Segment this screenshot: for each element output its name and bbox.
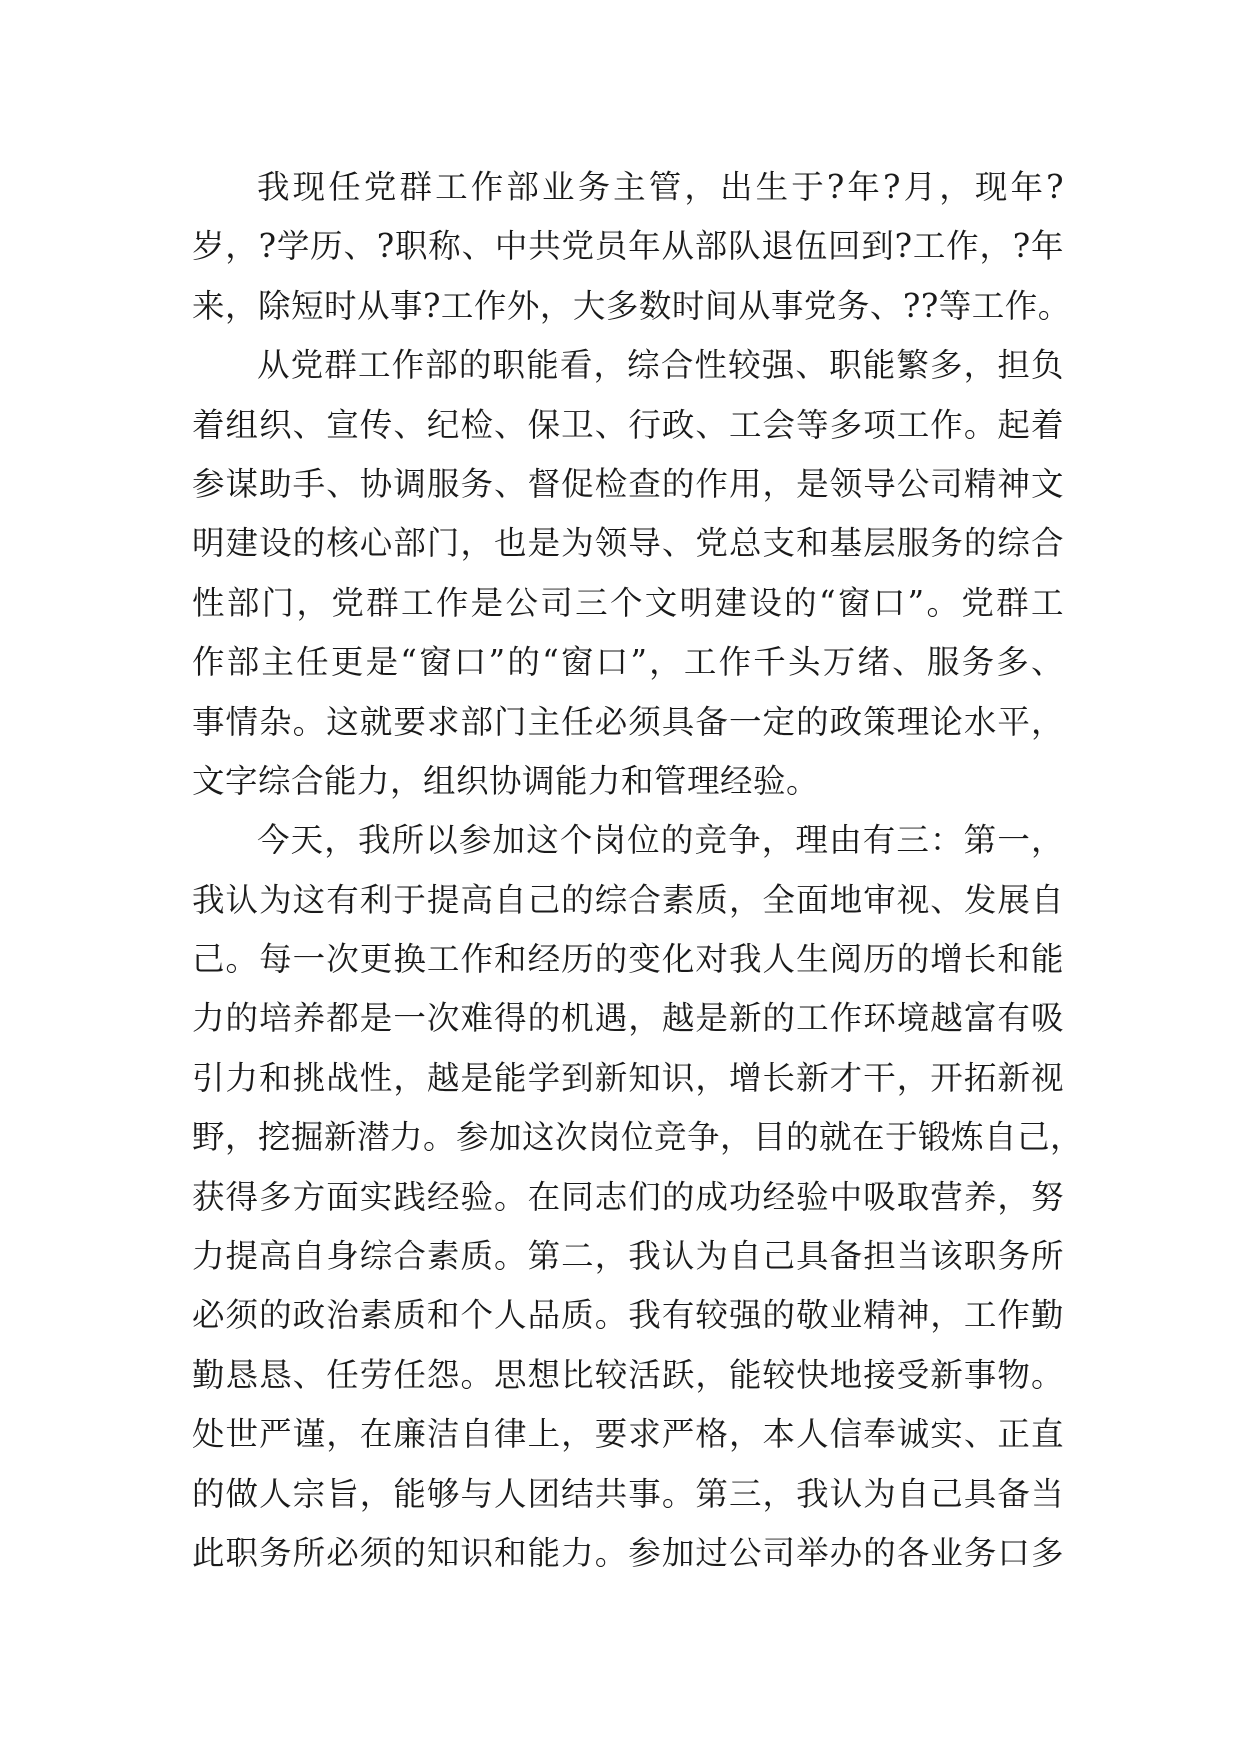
paragraph-3 — [192, 811, 1084, 1583]
text-line: 文字综合能力，组织协调能力和管理经验。 — [192, 761, 820, 800]
text-line: 着组织、宣传、纪检、保卫、行政、工会等多项工作。起着 — [192, 405, 1064, 444]
text-line: 获得多方面实践经验。在同志们的成功经验中吸取营养，努 — [192, 1177, 1064, 1216]
text-line: 力提高自身综合素质。第二，我认为自己具备担当该职务所 — [192, 1237, 1064, 1276]
text-line: 处世严谨，在廉洁自律上，要求严格，本人信奉诚实、正直 — [192, 1415, 1064, 1454]
text-line: 引力和挑战性，越是能学到新知识，增长新才干，开拓新视 — [192, 1058, 1064, 1097]
text-line: 作部主任更是“窗口”的“窗口”，工作千头万绪、服务多、 — [192, 643, 1064, 682]
text-line: 事情杂。这就要求部门主任必须具备一定的政策理论水平， — [192, 702, 1064, 741]
text-line: 性部门，党群工作是公司三个文明建设的“窗口”。党群工 — [192, 583, 1064, 622]
text-line: 来，除短时从事?工作外，大多数时间从事党务、??等工作。 — [192, 286, 1071, 325]
text-line: 明建设的核心部门，也是为领导、党总支和基层服务的综合 — [192, 524, 1064, 563]
text-line: 我现任党群工作部业务主管，出生于?年?月，现年? — [257, 168, 1064, 206]
text-line: 从党群工作部的职能看，综合性较强、职能繁多，担负 — [257, 346, 1064, 385]
text-line: 己。每一次更换工作和经历的变化对我人生阅历的增长和能 — [192, 940, 1064, 979]
text-line: 今天，我所以参加这个岗位的竞争，理由有三：第一， — [257, 821, 1064, 860]
text-line: 此职务所必须的知识和能力。参加过公司举办的各业务口多 — [192, 1533, 1064, 1572]
paragraph-1 — [192, 158, 1071, 336]
text-line: 的做人宗旨，能够与人团结共事。第三，我认为自己具备当 — [192, 1474, 1064, 1513]
text-line: 必须的政治素质和个人品质。我有较强的敬业精神，工作勤 — [192, 1296, 1064, 1335]
text-line: 野，挖掘新潜力。参加这次岗位竞争，目的就在于锻炼自己， — [192, 1118, 1084, 1157]
text-line: 力的培养都是一次难得的机遇，越是新的工作环境越富有吸 — [192, 999, 1064, 1038]
text-line: 勤恳恳、任劳任怨。思想比较活跃，能较快地接受新事物。 — [192, 1355, 1064, 1394]
paragraph-2 — [192, 336, 1064, 811]
text-line: 参谋助手、协调服务、督促检查的作用，是领导公司精神文 — [192, 464, 1064, 503]
text-line: 岁，?学历、?职称、中共党员年从部队退伍回到?工作，?年 — [192, 227, 1064, 266]
document-body — [192, 158, 1084, 1583]
text-line: 我认为这有利于提高自己的综合素质，全面地审视、发展自 — [192, 880, 1064, 919]
